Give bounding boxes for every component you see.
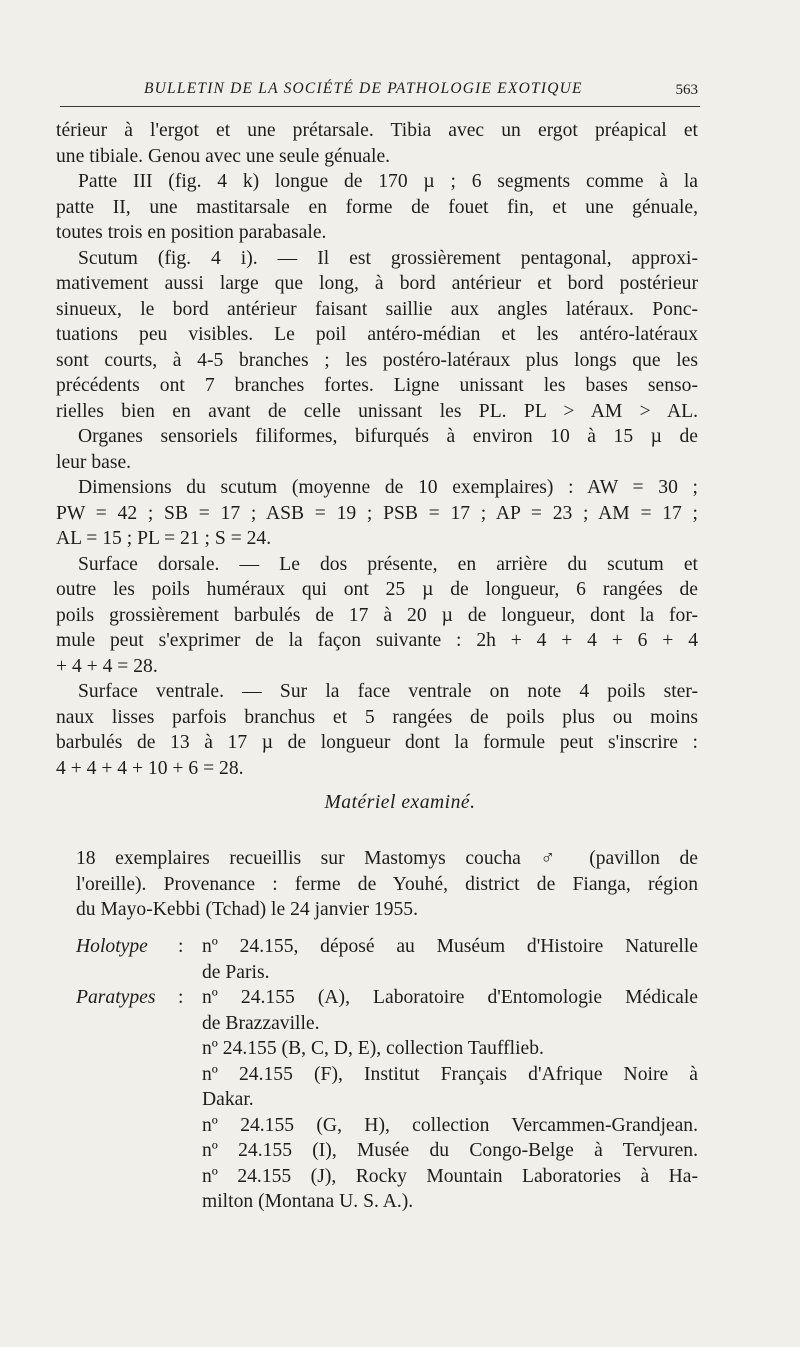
text-line: leur base.: [56, 451, 132, 473]
paratype-entry: nº 24.155 (I), Musée du Congo-Belge à Tervuren.: [202, 1140, 698, 1161]
paratype-row: [76, 1113, 698, 1139]
text-line: outre les poils huméraux qui ont 25 µ de longueur, 6 rangées de: [56, 579, 698, 600]
text-line: térieur à l'ergot et une prétarsale. Tibia avec un ergot préapical et: [56, 120, 698, 141]
text-line: précédents ont 7 branches fortes. Ligne unissant les bases senso-: [56, 375, 698, 396]
text-line: sont courts, à 4-5 branches ; les postéro-latéraux plus longs que les: [56, 349, 698, 371]
paratype-row: [76, 985, 698, 1011]
text-line: mativement aussi large que long, à bord antérieur et bord postérieur: [56, 273, 698, 294]
text-line: poils grossièrement barbulés de 17 à 20 µ de longueur, dont la for-: [56, 604, 698, 626]
text-line: sinueux, le bord antérieur faisant saillie aux angles latéraux. Ponc-: [56, 298, 698, 320]
text-line: Surface dorsale. — Le dos présente, en arrière du scutum et: [78, 553, 698, 575]
text-line: Organes sensoriels filiformes, bifurqués à environ 10 à 15 µ de: [78, 426, 698, 447]
paratype-entry: nº 24.155 (F), Institut Français d'Afrique Noire à: [202, 1063, 698, 1085]
holotype-entry: de Paris.: [202, 961, 270, 983]
body-text: [56, 118, 698, 781]
paratypes-label: Paratypes: [76, 987, 156, 1008]
text-line: 18 exemplaires recueillis sur Mastomys coucha ♂ (pavillon de: [76, 848, 698, 869]
specimen-list: [76, 934, 698, 1215]
text-line: AL = 15 ; PL = 21 ; S = 24.: [56, 528, 272, 549]
text-line: barbulés de 13 à 17 µ de longueur dont la formule peut s'inscrire :: [56, 732, 698, 753]
holotype-row: [76, 934, 698, 960]
text-line: une tibiale. Genou avec une seule génuale.: [56, 145, 391, 167]
paratype-row: [76, 1011, 698, 1037]
holotype-label: Holotype: [76, 936, 148, 957]
paratype-row: [76, 1087, 698, 1113]
paratype-row: [76, 1062, 698, 1088]
text-line: PW = 42 ; SB = 17 ; ASB = 19 ; PSB = 17 ; AP = 23 ; AM = 17 ;: [56, 502, 698, 524]
running-header: [60, 76, 700, 107]
paratype-entry: nº 24.155 (B, C, D, E), collection Taufflieb.: [202, 1038, 544, 1059]
text-line: l'oreille). Provenance : ferme de Youhé, district de Fianga, région: [76, 873, 698, 895]
section-title: Matériel examiné.: [324, 792, 476, 813]
text-line: naux lisses parfois branchus et 5 rangées de poils plus ou moins: [56, 706, 698, 728]
text-line: 4 + 4 + 4 + 10 + 6 = 28.: [56, 757, 244, 779]
running-title: BULLETIN DE LA SOCIÉTÉ DE PATHOLOGIE EXOTIQUE: [144, 80, 583, 97]
paratype-entry: milton (Montana U. S. A.).: [202, 1191, 414, 1212]
text-line: patte II, une mastitarsale en forme de fouet fin, et une génuale,: [56, 196, 698, 218]
paratype-row: [76, 1036, 698, 1062]
text-line: toutes trois en position parabasale.: [56, 222, 327, 243]
paratype-entry: de Brazzaville.: [202, 1012, 320, 1034]
text-line: Surface ventrale. — Sur la face ventrale on note 4 poils ster-: [78, 681, 698, 702]
separator-colon: :: [178, 936, 184, 957]
text-line: Dimensions du scutum (moyenne de 10 exemplaires) : AW = 30 ;: [78, 477, 698, 498]
text-line: du Mayo-Kebbi (Tchad) le 24 janvier 1955.: [76, 899, 418, 920]
holotype-entry: nº 24.155, déposé au Muséum d'Histoire Naturelle: [202, 936, 698, 957]
paratype-entry: Dakar.: [202, 1089, 254, 1110]
text-line: mule peut s'exprimer de la façon suivante : 2h + 4 + 4 + 6 + 4: [56, 630, 698, 651]
paratype-entry: nº 24.155 (A), Laboratoire d'Entomologie Médicale: [202, 987, 698, 1008]
holotype-row: [76, 960, 698, 986]
page-number: 563: [675, 82, 698, 98]
paratype-entry: nº 24.155 (G, H), collection Vercammen-Grandjean.: [202, 1114, 698, 1136]
paratype-row: [76, 1164, 698, 1190]
paratype-entry: nº 24.155 (J), Rocky Mountain Laboratories à Ha-: [202, 1165, 698, 1187]
text-line: Scutum (fig. 4 i). — Il est grossièrement pentagonal, approxi-: [78, 247, 698, 269]
text-line: + 4 + 4 = 28.: [56, 655, 158, 677]
text-line: rielles bien en avant de celle unissant les PL. PL > AM > AL.: [56, 400, 698, 422]
separator-colon: :: [178, 987, 184, 1008]
text-line: tuations peu visibles. Le poil antéro-médian et les antéro-latéraux: [56, 324, 698, 345]
text-line: Patte III (fig. 4 k) longue de 170 µ ; 6 segments comme à la: [78, 171, 698, 192]
materiel-paragraph: [76, 846, 698, 923]
paratype-row: [76, 1138, 698, 1164]
paratype-row: [76, 1189, 698, 1215]
